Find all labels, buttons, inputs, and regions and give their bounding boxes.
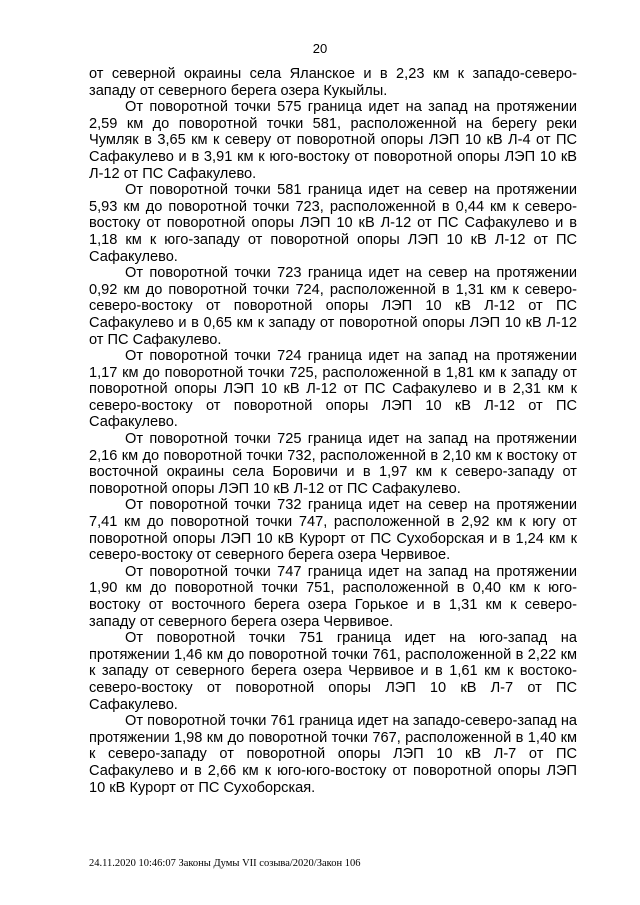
paragraph: От поворотной точки 724 граница идет на запад на протяжении 1,17 км до поворотной точки 725, расположенной в 1,81 км к западу от поворотной опоры ЛЭП 10 кВ Л-12 от ПС Сафакулево и в 2,31 км к северо-востоку от поворотной опоры ЛЭП 10 кВ Л-12 от ПС Сафакулево. <box>89 348 577 431</box>
document-body <box>89 66 577 796</box>
paragraph: От поворотной точки 761 граница идет на западо-северо-запад на протяжении 1,98 км до поворотной точки 767, расположенной в 1,40 км к северо-западу от поворотной опоры ЛЭП 10 кВ Л-7 от ПС Сафакулево и в 2,66 км к юго-юго-востоку от поворотной опоры ЛЭП 10 кВ Курорт от ПС Сухоборская. <box>89 713 577 796</box>
paragraph: От поворотной точки 747 граница идет на запад на протяжении 1,90 км до поворотной точки 751, расположенной в 0,40 км к юго-востоку от восточного берега озера Горькое и в 1,31 км к северо-западу от северного берега озера Червивое. <box>89 563 577 630</box>
paragraph: От поворотной точки 732 граница идет на север на протяжении 7,41 км до поворотной точки 747, расположенной в 2,92 км к югу от поворотной опоры ЛЭП 10 кВ Курорт от ПС Сухоборская и в 1,24 км к северо-востоку от северного берега озера Червивое. <box>89 497 577 564</box>
paragraph: От поворотной точки 751 граница идет на юго-запад на протяжении 1,46 км до поворотной точки 761, расположенной в 2,22 км к западу от северного берега озера Червивое и в 1,61 км к востоко-северо-востоку от поворотной опоры ЛЭП 10 кВ Л-7 от ПС Сафакулево. <box>89 630 577 713</box>
paragraph: От поворотной точки 581 граница идет на север на протяжении 5,93 км до поворотной точки 723, расположенной в 0,44 км к северо-востоку от поворотной опоры ЛЭП 10 кВ Л-12 от ПС Сафакулево и в 1,18 км к юго-западу от поворотной опоры ЛЭП 10 кВ Л-12 от ПС Сафакулево. <box>89 182 577 265</box>
paragraph-continuation: от северной окраины села Яланское и в 2,23 км к западо-северо-западу от северного берега озера Кукыйлы. <box>89 66 577 99</box>
document-footer: 24.11.2020 10:46:07 Законы Думы VII созыва/2020/Закон 106 <box>89 858 361 869</box>
paragraph: От поворотной точки 723 граница идет на север на протяжении 0,92 км до поворотной точки 724, расположенной в 1,31 км к северо-северо-востоку от поворотной опоры ЛЭП 10 кВ Л-12 от ПС Сафакулево и в 0,65 км к западу от поворотной опоры ЛЭП 10 кВ Л-12 от ПС Сафакулево. <box>89 265 577 348</box>
paragraph: От поворотной точки 575 граница идет на запад на протяжении 2,59 км до поворотной точки 581, расположенной на берегу реки Чумляк в 3,65 км к северу от поворотной опоры ЛЭП 10 кВ Л-4 от ПС Сафакулево и в 3,91 км к юго-востоку от поворотной опоры ЛЭП 10 кВ Л-12 от ПС Сафакулево. <box>89 99 577 182</box>
page-number: 20 <box>312 41 328 56</box>
paragraph: От поворотной точки 725 граница идет на запад на протяжении 2,16 км до поворотной точки 732, расположенной в 2,10 км к востоку от восточной окраины села Боровичи и в 1,97 км к северо-западу от поворотной опоры ЛЭП 10 кВ Л-12 от ПС Сафакулево. <box>89 431 577 497</box>
